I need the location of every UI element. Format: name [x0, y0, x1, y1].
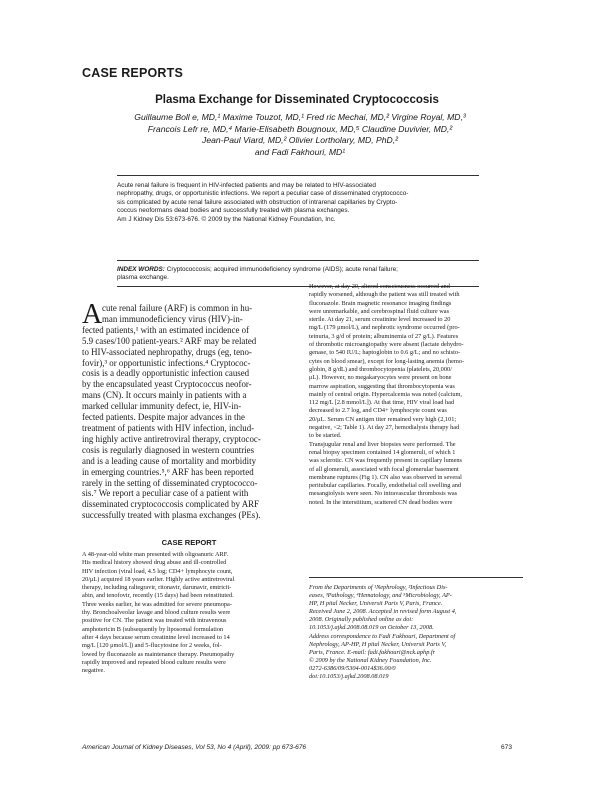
- body-line: thy. Bronchoalveolar lavage and blood culture results were: [82, 609, 231, 617]
- body-line: rarely in the setting of disseminated cryptococco-: [82, 477, 258, 488]
- body-line: globin, 8 g/dL) and thrombocytopenia (platelets, 20,000/: [309, 365, 452, 373]
- body-line: fovir),³ or opportunistic infections.⁴ Cryptococ-: [82, 357, 251, 368]
- body-line: disseminated cryptococcosis complicated by ARF: [82, 499, 259, 510]
- body-line: peritubular capillaries. Focally, endothelial cell swelling and: [309, 482, 462, 490]
- body-line: marrow aspiration, suggesting that thrombocytopenia was: [309, 382, 455, 390]
- footnote-line: doi:10.1053/j.ajkd.2008.08.019: [309, 673, 389, 681]
- abstract: [117, 182, 479, 224]
- body-line: 5.9 cases/100 patient-years.² ARF may be related: [82, 335, 257, 346]
- case-report-text: [82, 551, 296, 675]
- case-report-heading: CASE REPORT: [161, 538, 217, 547]
- body-line: fluconazole. Brain magnetic resonance imaging findings: [309, 299, 452, 307]
- body-line: lowed by fluconazole as maintenance therapy. Pneumopathy: [82, 650, 235, 658]
- footnotes: [309, 584, 523, 681]
- body-line: mg/L (179 μmol/L), and nephrotic syndrome occurred (pro-: [309, 324, 460, 332]
- abstract-line: Acute renal failure is frequent in HIV-infected patients and may be related to HIV-associated: [117, 182, 376, 189]
- body-line: were unremarkable, and cerebrospinal fluid culture was: [309, 307, 450, 315]
- body-line: cytes on blood smear), except for long-lasting anemia (hemo-: [309, 357, 465, 365]
- body-line: genase, to 540 IU/L; haptoglobin to 0.6 g/L; and no schisto-: [309, 349, 461, 357]
- footnote-line: 2008. Originally published online as doi:: [309, 616, 414, 624]
- body-line: negative.: [82, 667, 105, 675]
- index-words-label: INDEX WORDS:: [117, 266, 165, 273]
- body-line: treatment of patients with HIV infection, includ-: [82, 422, 255, 433]
- body-line: and is a leading cause of mortality and morbidity: [82, 455, 257, 466]
- abstract-line: coccus neoformans dead bodies and successfully treated with plasma exchanges.: [117, 207, 350, 215]
- body-line: membrane ruptures (Fig 1). CN also was observed in several: [309, 473, 462, 481]
- body-line: mg/L [120 μmol/L]) and 5-flucytosine for 2 weeks, fol-: [82, 642, 222, 650]
- body-line: after 4 days because serum creatinine level increased to 14: [82, 633, 230, 641]
- body-line: 20/μL) acquired 18 years earlier. Highly active antiretroviral: [82, 575, 235, 583]
- footnote-line: Received June 2, 2008. Accepted in revised form August 4,: [309, 608, 457, 616]
- body-line: successfully treated with plasma exchanges (PEs).: [82, 510, 261, 521]
- body-line: His medical history showed drug abuse and ill-controlled: [82, 559, 227, 567]
- body-line: cosis is a deadly opportunistic infection caused: [82, 368, 250, 379]
- body-line: fected patients. Despite major advances in the: [82, 412, 245, 423]
- body-line: mainly of central origin. Hypercalcemia was noted (calcium,: [309, 390, 462, 398]
- body-line: abin, and tenofovir, recently (15 days) had been reinstituted.: [82, 592, 234, 600]
- author-line: and Fadi Fakhouri, MD¹: [254, 146, 346, 157]
- body-line: negative, <2; Table 1). At day 27, hemodialysis therapy had: [309, 424, 460, 432]
- section-label: CASE REPORTS: [82, 66, 184, 80]
- body-line: fected patients,¹ with an estimated incidence of: [82, 324, 250, 335]
- footnote-line: 10.1053/j.ajkd.2008.08.019 on October 13, 2008.: [309, 624, 434, 632]
- body-line: was sclerotic. CN was frequently present in capillary lumens: [309, 457, 463, 465]
- body-line: to be started.: [309, 432, 342, 440]
- index-words-text: plasma exchange.: [117, 274, 169, 282]
- footnote-rule: [309, 577, 523, 578]
- author-line: Guillaume Boll e, MD,¹ Maxime Touzot, MD,¹ Fred ric Mechai, MD,² Virgine Royal, MD,³: [134, 112, 466, 122]
- page-number: 673: [500, 744, 512, 751]
- abstract-line: nephropathy, drugs, or opportunistic infections. We report a peculiar case of disseminated cryptococco-: [117, 190, 409, 198]
- body-line: rapidly worsened, although the patient was still treated with: [309, 291, 460, 299]
- footnote-line: eases, ³Pathology, ⁴Hematology, and ⁵Microbiology, AP-: [309, 592, 452, 600]
- index-words-text: Cryptococcosis; acquired immunodeficiency syndrome (AIDS); acute renal failure;: [164, 266, 398, 273]
- footnote-line: 0272-6386/09/5304-0014$36.00/0: [309, 664, 396, 672]
- body-line: man immunodeficiency virus (HIV)-in-: [102, 313, 243, 324]
- body-line: marked cellular immunity defect, ie, HIV-in-: [82, 401, 242, 412]
- author-line: Francois Lefr re, MD,⁴ Marie-Elisabeth Bougnoux, MD,⁵ Claudine Duvivier, MD,²: [147, 123, 453, 134]
- abstract-mid-rule: [117, 260, 479, 261]
- footnote-line: Address correspondence to Fadi Fakhouri, Department of: [309, 632, 456, 640]
- body-line: decreased to 2.7 log, and CD4+ lymphocyte count was: [309, 407, 447, 415]
- body-line: A 48-year-old white man presented with oligoanuric ARF.: [82, 551, 229, 558]
- body-line: mesangiolysis were seen. No intravascular thrombosis was: [309, 490, 458, 498]
- body-line: 20/μL. Serum CN antigen titer remained very high (2,101;: [309, 415, 457, 423]
- footnote-line: From the Departments of ¹Nephrology, ²Infectious Dis-: [309, 584, 448, 591]
- body-line: Three weeks earlier, he was admitted for severe pneumopa-: [82, 600, 232, 608]
- footnote-line: HP, H pital Necker, Universit Paris V, Paris, France.: [309, 600, 443, 608]
- body-line: teinuria, 3 g/d of protein; albuminemia of 27 g/L). Features: [309, 332, 459, 340]
- body-line: renal biopsy specimen contained 14 glomeruli, of which 1: [309, 448, 456, 456]
- body-line: HIV infection (viral load, 4.5 log; CD4+ lymphocyte count,: [82, 567, 233, 575]
- body-line: μL). However, no megakaryocytes were present on bone: [309, 374, 452, 382]
- body-line: to HIV-associated nephropathy, drugs (eg, teno-: [82, 346, 252, 357]
- body-line: positive for CN. The patient was treated with intravenous: [82, 617, 227, 625]
- body-line: ing highly active antiretroviral therapy, cryptococ-: [82, 433, 261, 444]
- body-line: mans (CN). It occurs mainly in patients with a: [82, 390, 247, 401]
- body-line: by the encapsulated yeast Cryptococcus neofor-: [82, 379, 252, 390]
- body-line: therapy, including raltegravir, ritonavir, darunavir, emtricit-: [82, 584, 232, 592]
- author-list: [100, 112, 500, 158]
- footnote-line: Paris, France. E-mail: fadi.fakhouri@nck.aphp.fr: [309, 648, 436, 656]
- body-line: However, at day 20, altered consciousness occurred and: [309, 283, 450, 290]
- abstract-line: sis complicated by acute renal failure associated with obstruction of intrarenal capillaries by Crypto-: [117, 198, 398, 206]
- index-words: [117, 266, 479, 283]
- body-line: in emerging countries.⁵,⁶ ARF has been reported: [82, 466, 254, 477]
- article-title: Plasma Exchange for Disseminated Cryptococcosis: [155, 94, 439, 106]
- body-line: rapidly improved and repeated blood culture results were: [82, 658, 226, 666]
- introduction: [82, 299, 296, 521]
- body-line: of thrombotic microangiopathy were absent (lactate dehydro-: [309, 341, 464, 349]
- author-line: Jean-Paul Viard, MD,² Olivier Lortholary, MD, PhD,²: [202, 135, 398, 146]
- body-line: sterile. At day 21, serum creatinine level increased to 20: [309, 316, 451, 324]
- body-line: cosis is regularly diagnosed in western countries: [82, 444, 255, 455]
- body-line: Transjugular renal and liver biopsies were performed. The: [309, 440, 456, 448]
- body-line: of all glomeruli, associated with focal glomerular basement: [309, 465, 459, 473]
- footnote-line: Nephrology, AP-HP, H pital Necker, Universit Paris V,: [309, 640, 447, 648]
- body-line: cute renal failure (ARF) is common in hu-: [102, 303, 253, 313]
- journal-citation: American Journal of Kidney Diseases, Vol 53, No 4 (April), 2009: pp 673-676: [82, 744, 307, 751]
- abstract-citation: Am J Kidney Dis 53:673-676. © 2009 by the National Kidney Foundation, Inc.: [117, 215, 336, 223]
- drop-cap: A: [82, 299, 103, 330]
- body-line: noted. In the interstitium, scattered CN dead bodies were: [309, 498, 453, 506]
- body-line: amphotericin B (subsequently by liposomal formulation: [82, 625, 224, 633]
- body-line: sis.⁷ We report a peculiar case of a patient with: [82, 488, 249, 499]
- page-footer: [82, 744, 512, 751]
- body-line: 112 mg/L [2.8 mmol/L]). At that time, HIV viral load had: [309, 399, 455, 407]
- footnote-line: © 2009 by the National Kidney Foundation, Inc.: [309, 656, 432, 664]
- case-report-continued: [309, 283, 523, 507]
- abstract-top-rule: [117, 175, 479, 176]
